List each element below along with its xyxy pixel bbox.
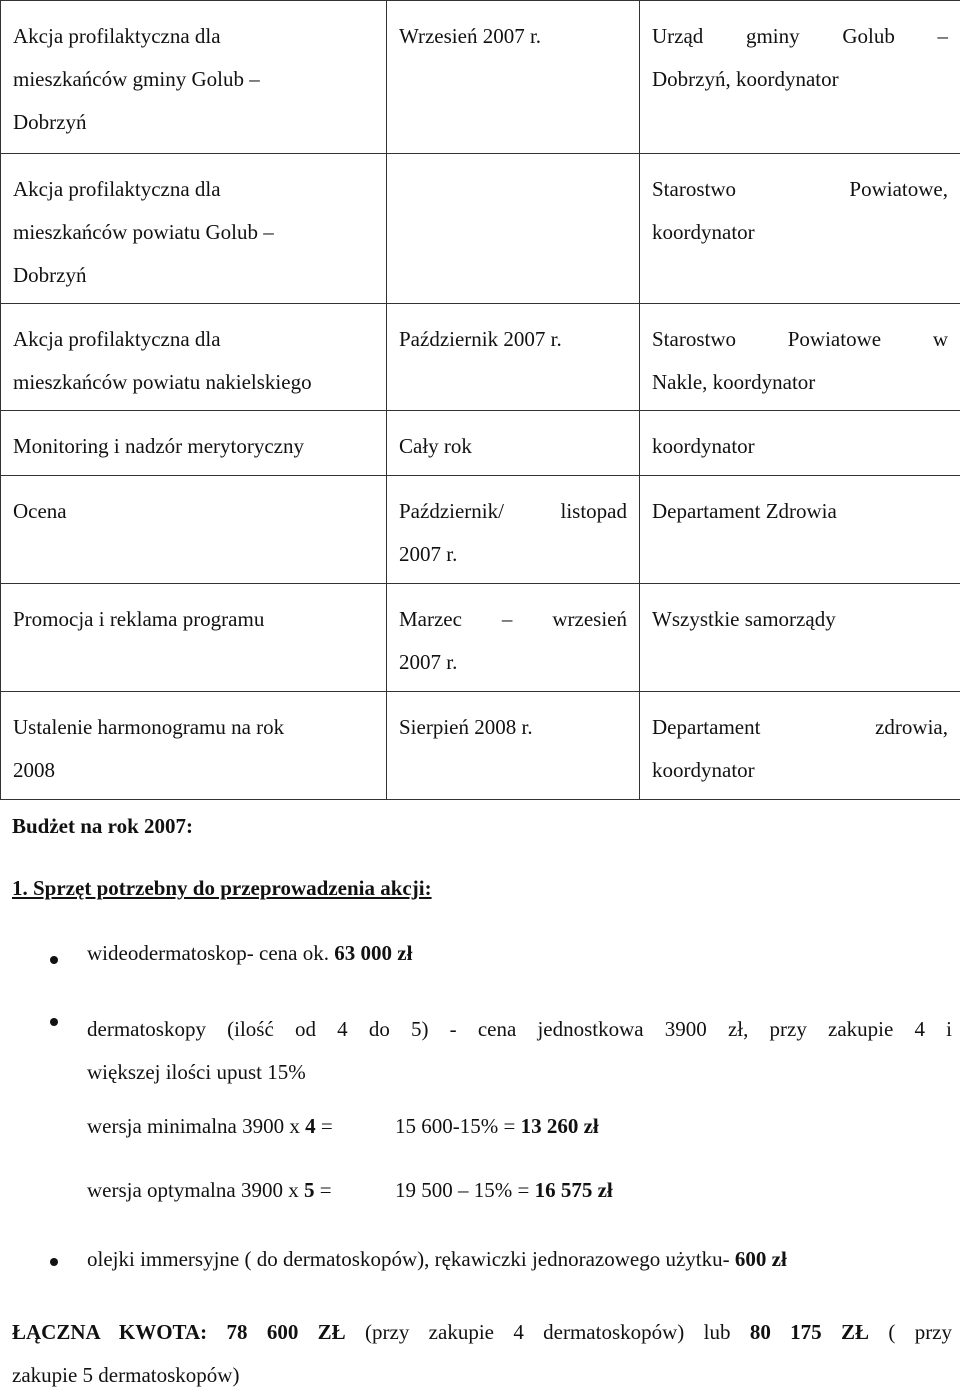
- list-item-wideodermatoskop: [87, 941, 412, 966]
- cell-line: Marzec – wrzesień: [399, 598, 627, 641]
- responsible-cell: [640, 584, 960, 692]
- total-line2: zakupie 5 dermatoskopów): [12, 1363, 239, 1387]
- cell-line: Starostwo Powiatowe w: [652, 318, 948, 361]
- cell-line: koordynator: [652, 425, 948, 468]
- item-amount: 600 zł: [735, 1247, 787, 1271]
- cell-line: mieszkańców powiatu nakielskiego: [13, 361, 374, 404]
- cell-line: Nakle, koordynator: [652, 361, 948, 404]
- list-item-olejki: [87, 1247, 787, 1272]
- cell-line: Wrzesień 2007 r.: [399, 15, 627, 58]
- activity-cell: [1, 411, 387, 476]
- bullet-icon: [50, 1258, 58, 1266]
- table-row: [1, 304, 960, 411]
- table-row: [1, 476, 960, 584]
- calc-lhs-text: wersja optymalna 3900 x: [87, 1178, 304, 1202]
- calc-minimal: [87, 1114, 599, 1139]
- cell-line: Wszystkie samorządy: [652, 598, 948, 641]
- cell-line: 2007 r.: [399, 533, 627, 576]
- bullet-icon: [50, 1018, 58, 1026]
- cell-line: Październik/ listopad: [399, 490, 627, 533]
- table-row: [1, 154, 960, 304]
- date-cell: [387, 1, 640, 154]
- date-cell: [387, 304, 640, 411]
- table-row: [1, 411, 960, 476]
- table-row: [1, 584, 960, 692]
- calc-rhs-text: 19 500 – 15% =: [395, 1178, 535, 1202]
- cell-line: Dobrzyń: [13, 101, 374, 144]
- activity-cell: [1, 154, 387, 304]
- table-row: [1, 692, 960, 800]
- cell-line: Starostwo Powiatowe,: [652, 168, 948, 211]
- responsible-cell: [640, 411, 960, 476]
- budget-heading: Budżet na rok 2007:: [12, 814, 193, 839]
- calc-rhs-result: 13 260 zł: [521, 1114, 599, 1138]
- responsible-cell: [640, 304, 960, 411]
- equipment-section-heading: 1. Sprzęt potrzebny do przeprowadzenia akcji:: [12, 876, 432, 901]
- cell-line: Departament zdrowia,: [652, 706, 948, 749]
- item-text-line1: dermatoskopy (ilość od 4 do 5) - cena jednostkowa 3900 zł, przy zakupie 4 i: [87, 1008, 952, 1051]
- cell-line: Akcja profilaktyczna dla: [13, 318, 374, 361]
- cell-line: Ustalenie harmonogramu na rok: [13, 706, 374, 749]
- calc-lhs-eq: =: [314, 1178, 331, 1202]
- date-cell: [387, 584, 640, 692]
- item-amount: 63 000 zł: [334, 941, 412, 965]
- date-cell: [387, 154, 640, 304]
- cell-line: mieszkańców powiatu Golub –: [13, 211, 374, 254]
- date-cell: [387, 476, 640, 584]
- cell-line: Monitoring i nadzór merytoryczny: [13, 425, 374, 468]
- total-label: ŁĄCZNA KWOTA: 78 600 ZŁ: [12, 1320, 346, 1344]
- list-item-dermatoskopy: [87, 1008, 952, 1094]
- cell-line: koordynator: [652, 211, 948, 254]
- calc-lhs-count: 5: [304, 1178, 315, 1202]
- bullet-icon: [50, 956, 58, 964]
- table-row: [1, 1, 960, 154]
- cell-line: 2008: [13, 749, 374, 792]
- cell-line: Dobrzyń: [13, 254, 374, 297]
- cell-line: Październik 2007 r.: [399, 318, 627, 361]
- cell-line: mieszkańców gminy Golub –: [13, 58, 374, 101]
- cell-line: 2007 r.: [399, 641, 627, 684]
- total-amount: [12, 1311, 952, 1397]
- responsible-cell: [640, 476, 960, 584]
- calc-lhs-eq: =: [316, 1114, 333, 1138]
- cell-line: Departament Zdrowia: [652, 490, 948, 533]
- calc-rhs-result: 16 575 zł: [535, 1178, 613, 1202]
- activity-cell: [1, 584, 387, 692]
- item-text-line2: większej ilości upust 15%: [87, 1060, 306, 1084]
- calc-rhs-text: 15 600-15% =: [395, 1114, 521, 1138]
- total-amount2: 80 175 ZŁ: [750, 1320, 869, 1344]
- date-cell: [387, 411, 640, 476]
- cell-line: Promocja i reklama programu: [13, 598, 374, 641]
- cell-line: Akcja profilaktyczna dla: [13, 15, 374, 58]
- cell-line: koordynator: [652, 749, 948, 792]
- schedule-table-body: [1, 1, 960, 800]
- date-cell: [387, 692, 640, 800]
- cell-line: Akcja profilaktyczna dla: [13, 168, 374, 211]
- activity-cell: [1, 476, 387, 584]
- calc-lhs-count: 4: [305, 1114, 316, 1138]
- responsible-cell: [640, 154, 960, 304]
- total-tail: ( przy: [869, 1320, 952, 1344]
- cell-line: Ocena: [13, 490, 374, 533]
- activity-cell: [1, 304, 387, 411]
- item-text: olejki immersyjne ( do dermatoskopów), rękawiczki jednorazowego użytku-: [87, 1247, 735, 1271]
- calc-optimal: [87, 1178, 613, 1203]
- activity-cell: [1, 692, 387, 800]
- total-mid: (przy zakupie 4 dermatoskopów) lub: [346, 1320, 750, 1344]
- responsible-cell: [640, 1, 960, 154]
- responsible-cell: [640, 692, 960, 800]
- cell-line: Cały rok: [399, 425, 627, 468]
- cell-line: Dobrzyń, koordynator: [652, 58, 948, 101]
- cell-line: Urząd gminy Golub –: [652, 15, 948, 58]
- activity-cell: [1, 1, 387, 154]
- cell-line: Sierpień 2008 r.: [399, 706, 627, 749]
- calc-lhs-text: wersja minimalna 3900 x: [87, 1114, 305, 1138]
- item-text: wideodermatoskop- cena ok.: [87, 941, 334, 965]
